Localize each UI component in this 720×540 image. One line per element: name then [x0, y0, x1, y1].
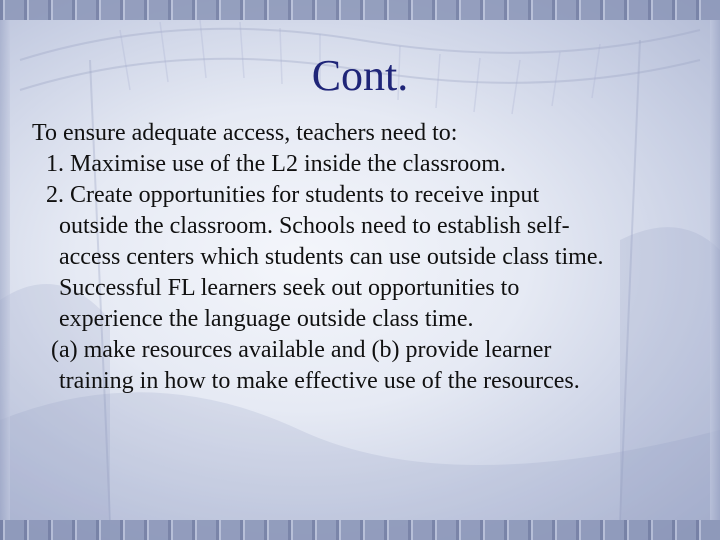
list-item-2-line-5: experience the language outside class time.	[59, 306, 474, 332]
list-item-2-line-2: outside the classroom. Schools need to establish self-	[59, 213, 570, 239]
list-item-2-line-4: Successful FL learners seek out opportunities to	[59, 275, 520, 301]
list-item-2-line-3: access centers which students can use outside class time.	[59, 244, 604, 270]
intro-text: To ensure adequate access, teachers need to:	[32, 120, 458, 146]
slide-body	[32, 118, 704, 397]
sub-item-line-1: (a) make resources available and (b) provide learner	[51, 337, 552, 363]
list-item-1: 1. Maximise use of the L2 inside the classroom.	[46, 151, 506, 177]
sub-item-line-2: training in how to make effective use of the resources.	[59, 368, 580, 394]
decorative-top-border	[0, 0, 720, 20]
slide-title: Cont.	[311, 51, 409, 100]
decorative-bottom-border	[0, 520, 720, 540]
list-item-2-line-1: 2. Create opportunities for students to receive input	[46, 182, 540, 208]
